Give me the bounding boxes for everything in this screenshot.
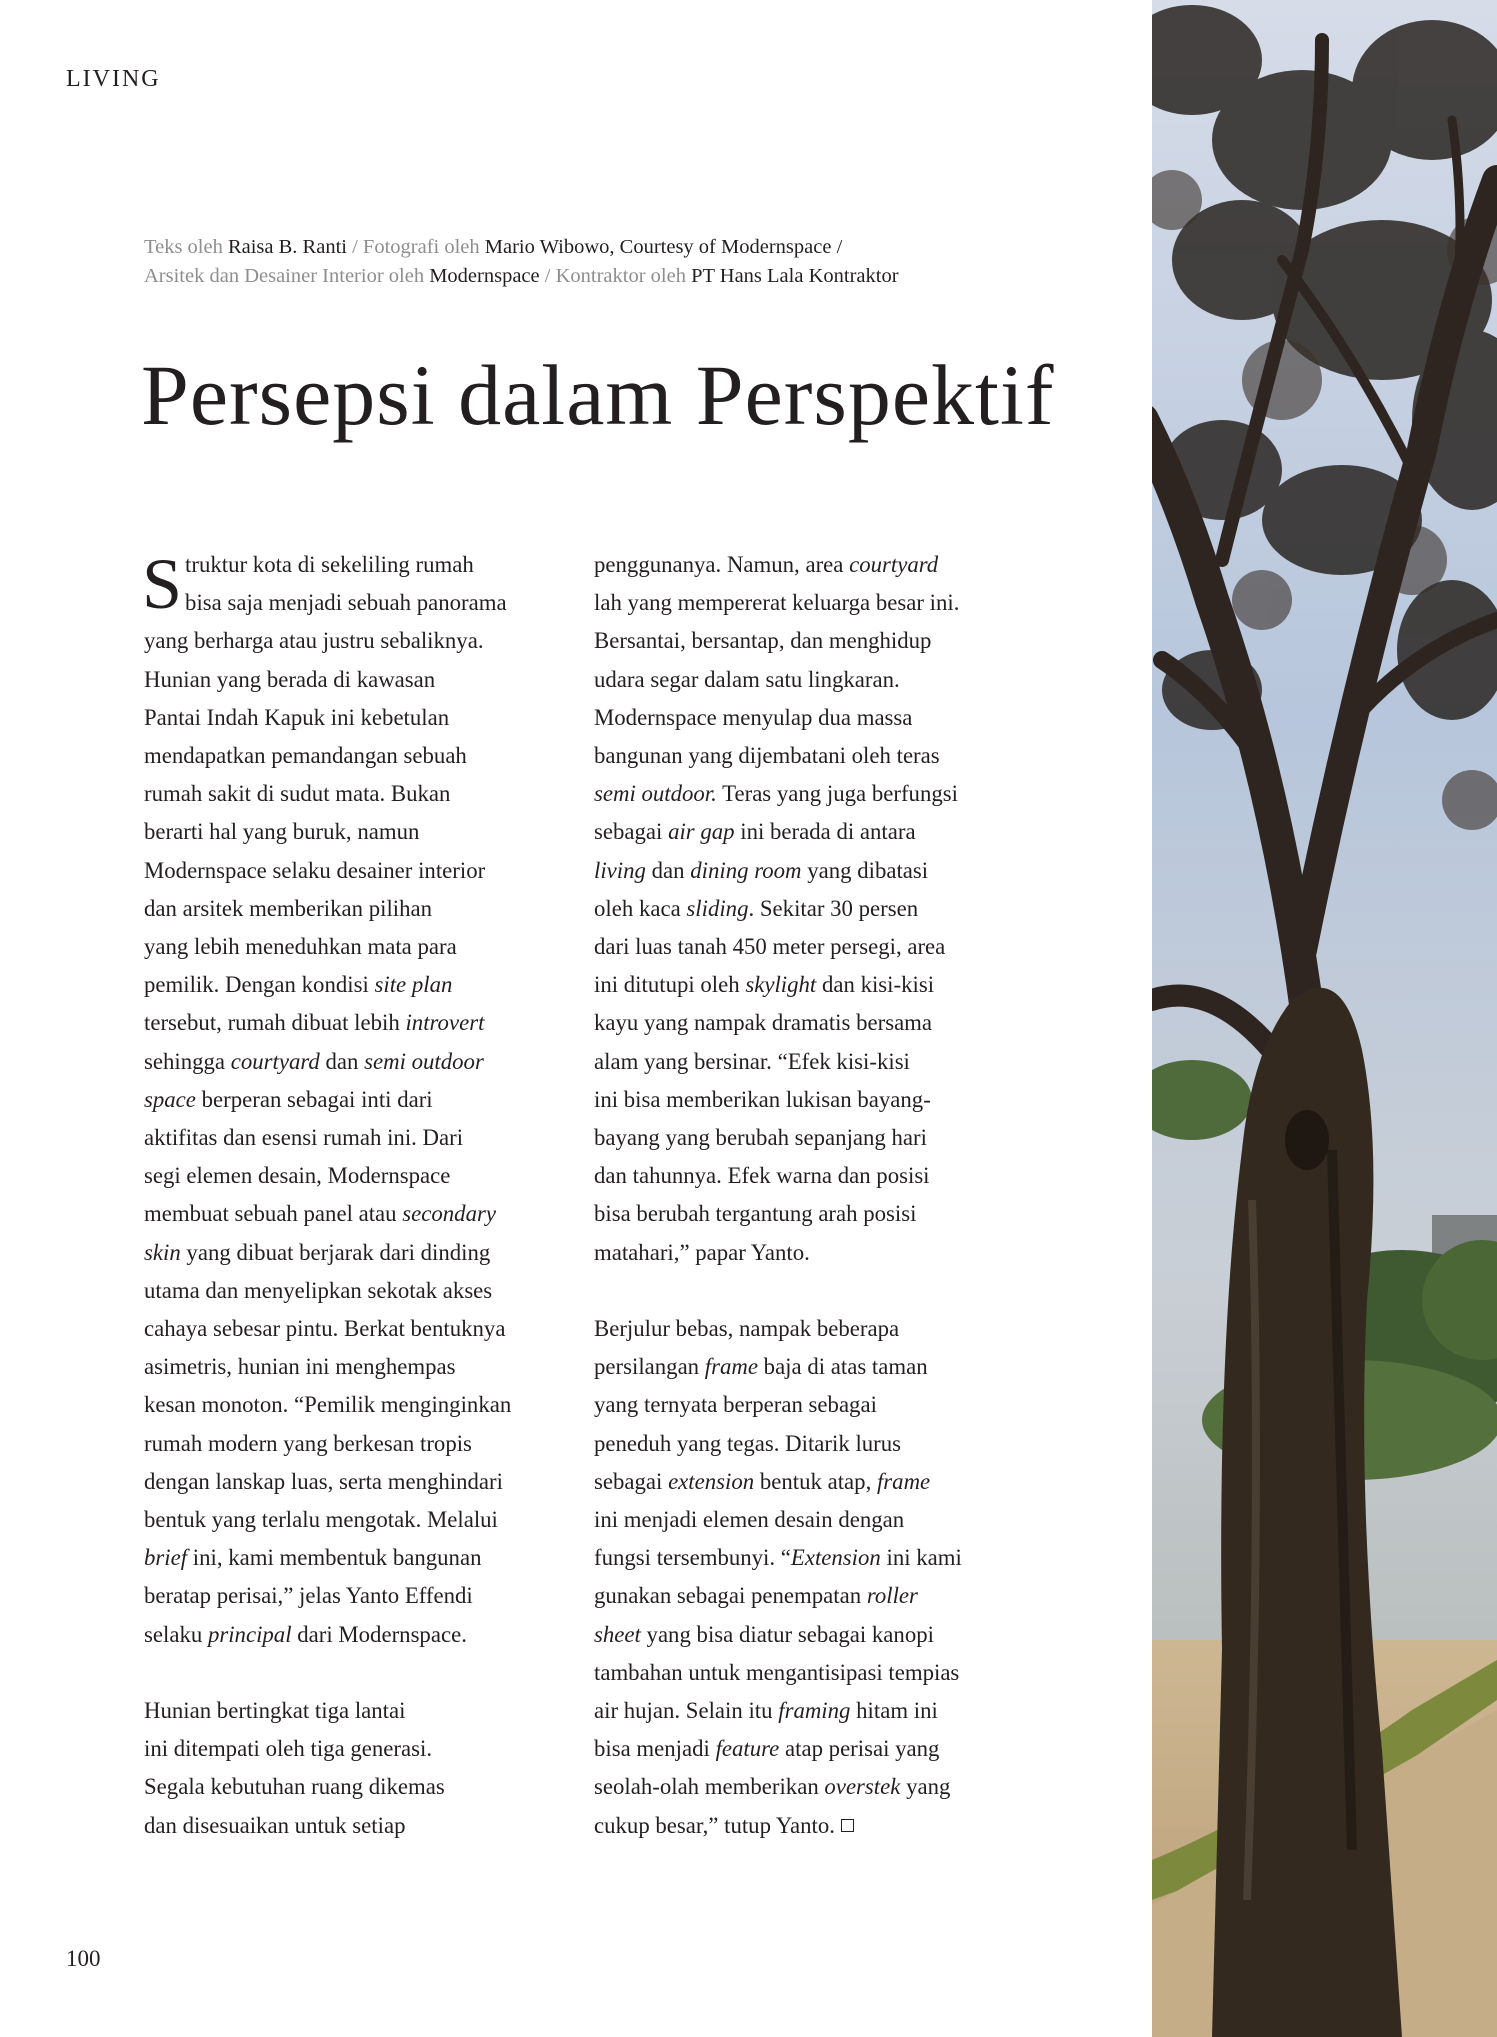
text-line: rumah sakit di sudut mata. Bukan [144,781,451,807]
text-line: asimetris, hunian ini menghempas [144,1354,456,1380]
text-line: seolah-olah memberikan overstek yang [594,1774,951,1800]
text-line: membuat sebuah panel atau secondary [144,1201,496,1227]
text-line: dengan lanskap luas, serta menghindari [144,1468,503,1494]
text-line: bisa saja menjadi sebuah panorama [185,590,507,616]
text-line: selaku principal dari Modernspace. [144,1621,467,1647]
text-line: dan arsitek memberikan pilihan [144,895,433,921]
article-column-right [594,546,1034,1845]
text-line: sehingga courtyard dan semi outdoor [144,1048,484,1074]
article-title: Persepsi dalam Perspektif [141,347,1055,443]
text-line: tambahan untuk mengantisipasi tempias [594,1659,960,1685]
text-line: yang ternyata berperan sebagai [594,1392,877,1418]
text-line: ini menjadi elemen desain dengan [594,1507,905,1533]
text-line: skin yang dibuat berjarak dari dinding [144,1239,491,1265]
text-line: kesan monoton. “Pemilik menginginkan [144,1392,512,1418]
text-line: sheet yang bisa diatur sebagai kanopi [594,1621,934,1647]
text-line: alam yang bersinar. “Efek kisi-kisi [594,1048,910,1074]
text-line: dan tahunnya. Efek warna dan posisi [594,1163,930,1189]
drop-cap: S [142,544,183,624]
text-line: Hunian bertingkat tiga lantai [144,1698,406,1724]
text-line: mendapatkan pemandangan sebuah [144,743,467,769]
text-line: air hujan. Selain itu framing hitam ini [594,1698,938,1724]
credit-name: PT Hans Lala Kontraktor [691,265,899,287]
text-line: udara segar dalam satu lingkaran. [594,666,900,692]
text-line: penggunanya. Namun, area courtyard [594,552,939,577]
tree-photo [1152,0,1497,2037]
text-line: segi elemen desain, Modernspace [144,1163,451,1189]
text-line: aktifitas dan esensi rumah ini. Dari [144,1125,464,1151]
text-line: ini ditempati oleh tiga generasi. [144,1736,433,1762]
text-line: rumah modern yang berkesan tropis [144,1430,472,1456]
text-line: cahaya sebesar pintu. Berkat bentuknya [144,1316,506,1342]
text-line: yang berharga atau justru sebaliknya. [144,628,484,654]
text-line: semi outdoor. Teras yang juga berfungsi [594,781,958,807]
text-line: space berperan sebagai inti dari [144,1086,433,1112]
text-line: gunakan sebagai penempatan roller [594,1583,918,1609]
paragraph-2 [144,1692,584,1845]
text-line: peneduh yang tegas. Ditarik lurus [594,1430,902,1456]
text-line: Modernspace selaku desainer interior [144,857,486,883]
text-line: truktur kota di sekeliling rumah [185,552,474,577]
text-line: Bersantai, bersantap, dan menghidup [594,628,932,654]
text-line: matahari,” papar Yanto. [594,1239,810,1265]
text-line: Pantai Indah Kapuk ini kebetulan [144,704,450,730]
text-line: Hunian yang berada di kawasan [144,666,436,692]
tree-photo-illustration [1152,0,1497,2037]
end-mark-icon [841,1819,854,1832]
paragraph-3 [594,546,1034,1272]
text-line: oleh kaca sliding. Sekitar 30 persen [594,895,919,921]
text-line: bisa menjadi feature atap perisai yang [594,1736,940,1762]
credit-name: Mario Wibowo, Courtesy of Modernspace / [484,236,843,258]
text-line: dan disesuaikan untuk setiap [144,1812,406,1838]
text-line: tersebut, rumah dibuat lebih introvert [144,1010,485,1036]
text-line: bentuk yang terlalu mengotak. Melalui [144,1507,498,1533]
credits-line-1 [144,233,1044,262]
text-line: beratap perisai,” jelas Yanto Effendi [144,1583,473,1609]
text-line: fungsi tersembunyi. “Extension ini kami [594,1545,962,1571]
text-line: Berjulur bebas, nampak beberapa [594,1316,900,1342]
text-line: utama dan menyelipkan sekotak akses [144,1277,493,1303]
credits-line-2 [144,262,1044,291]
text-line: sebagai extension bentuk atap, frame [594,1468,931,1494]
text-line: living dan dining room yang dibatasi [594,857,929,883]
credit-name: Raisa B. Ranti [227,236,347,258]
credit-role: / Kontraktor oleh [539,265,692,287]
text-line: kayu yang nampak dramatis bersama [594,1010,933,1036]
text-line: Segala kebutuhan ruang dikemas [144,1774,445,1800]
text-line: dari luas tanah 450 meter persegi, area [594,934,946,960]
text-line: bisa berubah tergantung arah posisi [594,1201,917,1227]
credits-block [144,233,1044,291]
credit-role: / Fotografi oleh [346,236,485,258]
text-line: ini ditutupi oleh skylight dan kisi-kisi [594,972,935,998]
credit-name: Modernspace [429,265,540,287]
text-line: yang lebih meneduhkan mata para [144,934,457,960]
text-line: Modernspace menyulap dua massa [594,704,913,730]
section-label: LIVING [66,66,161,92]
text-line: persilangan frame baja di atas taman [594,1354,928,1380]
paragraph-1 [144,546,584,1654]
credit-role: Teks oleh [144,236,228,258]
text-line: bayang yang berubah sepanjang hari [594,1125,927,1151]
paragraph-4 [594,1310,1034,1845]
text-line: brief ini, kami membentuk bangunan [144,1545,482,1571]
text-line: berarti hal yang buruk, namun [144,819,420,845]
text-line: sebagai air gap ini berada di antara [594,819,916,845]
credit-role: Arsitek dan Desainer Interior oleh [144,265,430,287]
text-line: lah yang mempererat keluarga besar ini. [594,590,960,616]
text-line: pemilik. Dengan kondisi site plan [144,972,453,998]
page-number: 100 [66,1946,101,1971]
text-line: cukup besar,” tutup Yanto. [594,1807,1034,1845]
text-line: ini bisa memberikan lukisan bayang- [594,1086,931,1112]
text-line: bangunan yang dijembatani oleh teras [594,743,940,769]
article-column-left [144,546,584,1845]
